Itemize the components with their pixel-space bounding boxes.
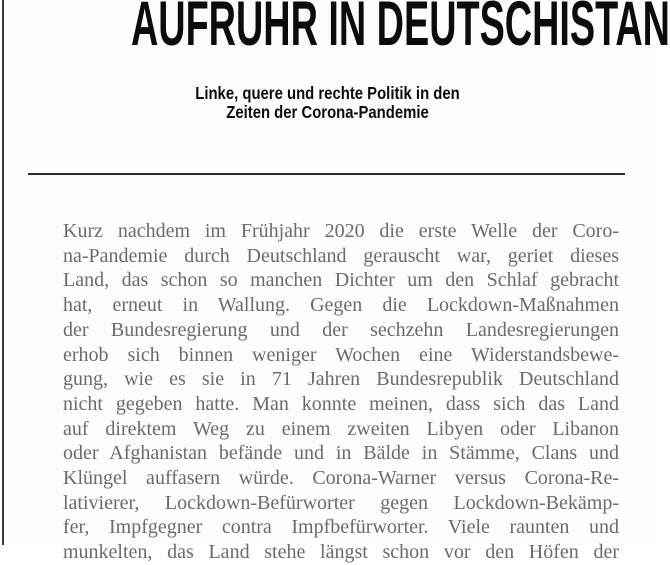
book-title: AUFRUHR IN DEUTSCHISTAN (130, 0, 670, 59)
horizontal-rule (28, 173, 625, 175)
body-line: Land, das schon so manchen Dichter um den Schlaf gebracht (63, 269, 619, 292)
body-paragraph (63, 219, 619, 565)
body-line: nicht gegeben hatte. Man konnte meinen, dass sich das Land (63, 392, 619, 415)
body-line: munkelten, das Land stehe längst schon vor den Höfen der (63, 541, 619, 564)
body-line: auf direktem Weg zu einem zweiten Libyen oder Libanon (63, 417, 619, 440)
body-line: der Bundesregierung und der sechzehn Landesregierungen (63, 318, 619, 341)
body-line: gung, wie es sie in 71 Jahren Bundesrepublik Deutschland (63, 368, 619, 391)
body-line: Klüngel auffasern würde. Corona-Warner versus Corona-Re- (63, 467, 619, 490)
book-subtitle-line2: Zeiten der Corona-Pandemie (226, 102, 429, 122)
body-line: lativierer, Lockdown-Befürworter gegen Lockdown-Bekämp- (63, 491, 619, 514)
book-subtitle (49, 84, 606, 122)
body-line: oder Afghanistan befände und in Bälde in Stämme, Clans und (63, 442, 619, 465)
body-line: hat, erneut in Wallung. Gegen die Lockdown-Maßnahmen (63, 294, 619, 317)
body-line: na-Pandemie durch Deutschland gerauscht war, geriet dieses (63, 244, 619, 267)
page-left-border (2, 0, 4, 545)
body-line: Kurz nachdem im Frühjahr 2020 die erste Welle der Coro- (63, 220, 619, 242)
body-line: erhob sich binnen weniger Wochen eine Widerstandsbewe- (63, 343, 619, 366)
book-subtitle-line1: Linke, quere und rechte Politik in den (195, 83, 460, 103)
body-line: fer, Impfgegner contra Impfbefürworter. Viele raunten und (63, 516, 619, 539)
